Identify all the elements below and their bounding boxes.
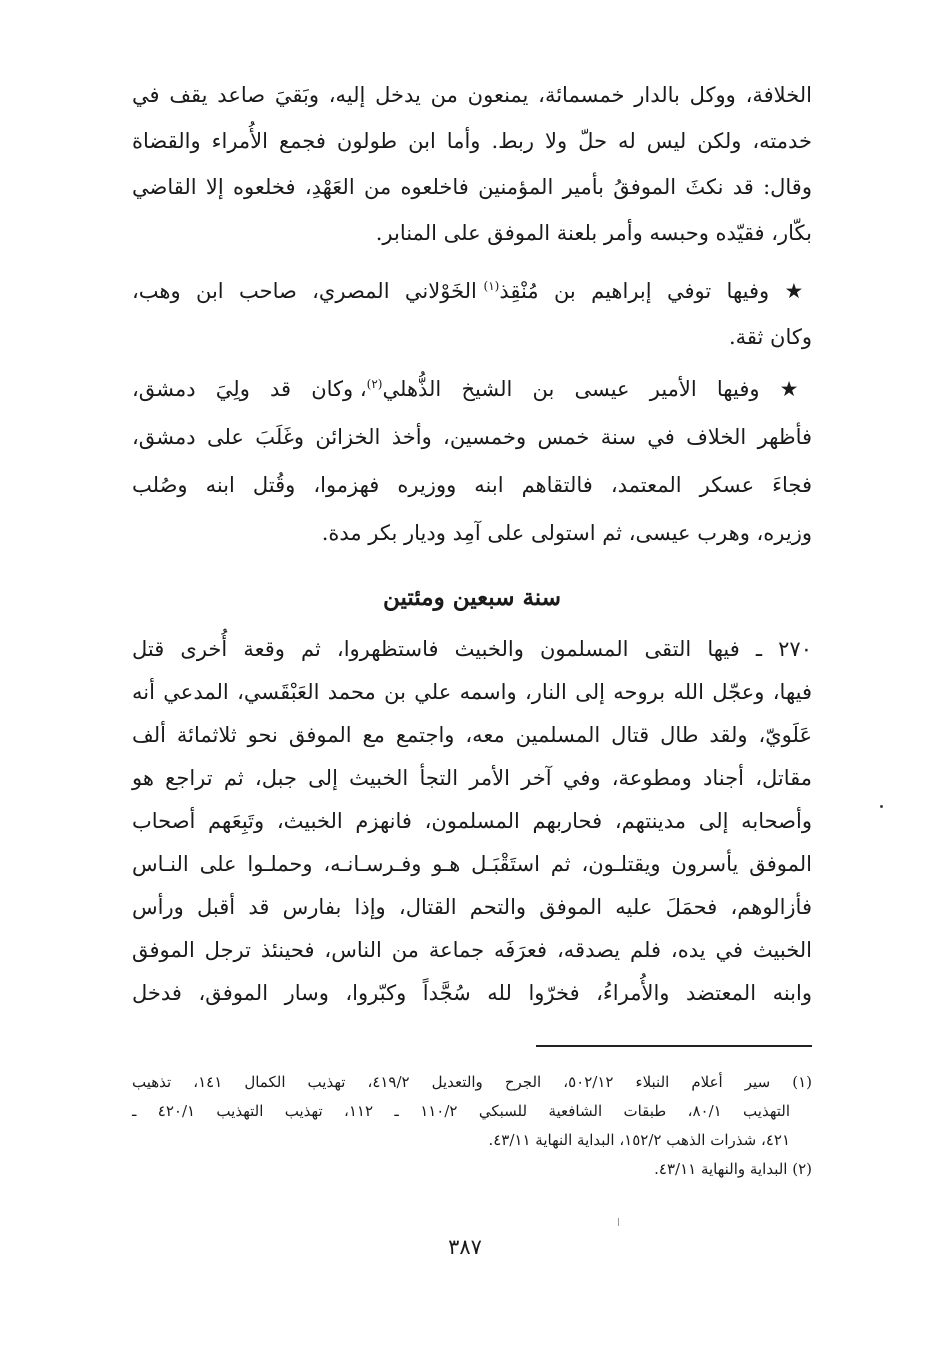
text-line: بكّار، فقيّده وحبسه وأمر بلعنة الموفق على المنابر. [375, 221, 812, 245]
section-heading: سنة سبعين ومئتين [382, 584, 562, 611]
text-line: مقاتل، أجناد ومطوعة، وفي آخر الأمر التجأ الخبيث إلى جبل، ثم تراجع هو [132, 766, 812, 790]
text-line: الموفق يأسرون ويقتلـون، ثم استَقْبَـل هـو وفـرسـانـه، وحملـوا على النـاس [132, 852, 812, 876]
footnote-1-line: التهذيب ٨٠/١، طبقات الشافعية للسبكي ١١٠/٢ ـ ١١٢، تهذيب التهذيب ٤٢٠/١ ـ [132, 1102, 791, 1120]
text-segment: ، وكان قد ولِيَ دمشق، [132, 377, 367, 401]
page-number: ٣٨٧ [448, 1235, 482, 1259]
text-line: الخبيث في يده، فلم يصدقه، فعرَفَه جماعة من الناس، فحينئذ ترجل الموفق [132, 938, 812, 962]
paragraph-year-270 [132, 628, 812, 1015]
text-line: فيها، وعجّل الله بروحه إلى النار، واسمه علي بن محمد العَبْقَسي، المدعي أنه [132, 680, 812, 704]
text-line: ٢٧٠ ـ فيها التقى المسلمون والخبيث فاستظهروا، ثم وقعة أُخرى قتل [132, 637, 812, 661]
footnote-separator [536, 1045, 812, 1047]
paragraph-caliphate [132, 72, 812, 256]
paragraph-obituary-isa [132, 365, 812, 557]
text-line: وزيره، وهرب عيسى، ثم استولى على آمِد وديار بكر مدة. [321, 521, 812, 545]
footnote-2-line: (٢) البداية والنهاية ٤٣/١١. [654, 1160, 812, 1178]
scan-mark [618, 1218, 619, 1226]
footnote-1-line: (١) سير أعلام النبلاء ٥٠٢/١٢، الجرح والتعديل ٤١٩/٢، تهذيب الكمال ١٤١، تذهيب [132, 1073, 812, 1091]
text-line [132, 268, 812, 314]
text-line: فأزالوهم، فحمَلَ عليه الموفق والتحم القتال، وإذا بفارس قد أقبل ورأس [132, 895, 812, 919]
text-line: الخلافة، ووكل بالدار خمسمائة، يمنعون من يدخل إليه، وبَقيَ صاعد يقف في [132, 83, 812, 107]
text-line: خدمته، ولكن ليس له حلّ ولا ربط. وأما ابن طولون فجمع الأُمراء والقضاة [132, 129, 812, 153]
paragraph-obituary-ibrahim [132, 268, 812, 360]
text-segment: الخَوْلاني المصري، صاحب ابن وهب، [132, 279, 484, 303]
footnotes [132, 1068, 812, 1184]
text-line [132, 365, 812, 413]
text-line: وأصحابه إلى مدينتهم، فحاربهم المسلمون، فانهزم الخبيث، وتَبِعَهم أصحاب [132, 809, 812, 833]
text-line: فأظهر الخلاف في سنة خمس وخمسين، وأخذ الخزائن وغَلَبَ على دمشق، [132, 425, 812, 449]
text-segment: ★ وفيها توفي إبراهيم بن مُنْقِذ [499, 279, 812, 303]
footnote-marker: (٢) [366, 377, 383, 391]
text-line: وابنه المعتضد والأُمراءُ، فخرّوا لله سُجَّداً وكبّروا، وسار الموفق، فدخل [132, 981, 812, 1005]
footnote-1-line: ٤٢١، شذرات الذهب ١٥٢/٢، البداية النهاية ٤٣/١١. [488, 1131, 790, 1149]
footnote-marker: (١) [483, 279, 500, 293]
text-line: وقال: قد نكثَ الموفقُ بأمير المؤمنين فاخلعوه من العَهْدِ، فخلعوه إلا القاضي [132, 175, 812, 199]
margin-dot [880, 805, 883, 808]
text-line: وكان ثقة. [728, 325, 812, 349]
text-segment: ★ وفيها الأمير عيسى بن الشيخ الذُّهلي [382, 377, 812, 401]
text-line: فجاءَ عسكر المعتمد، فالتقاهم ابنه ووزيره فهزموا، وقُتل ابنه وصُلب [132, 473, 812, 497]
text-line: عَلَويّ، ولقد طال قتال المسلمين معه، واجتمع مع الموفق نحو ثلاثمائة ألف [132, 723, 812, 747]
